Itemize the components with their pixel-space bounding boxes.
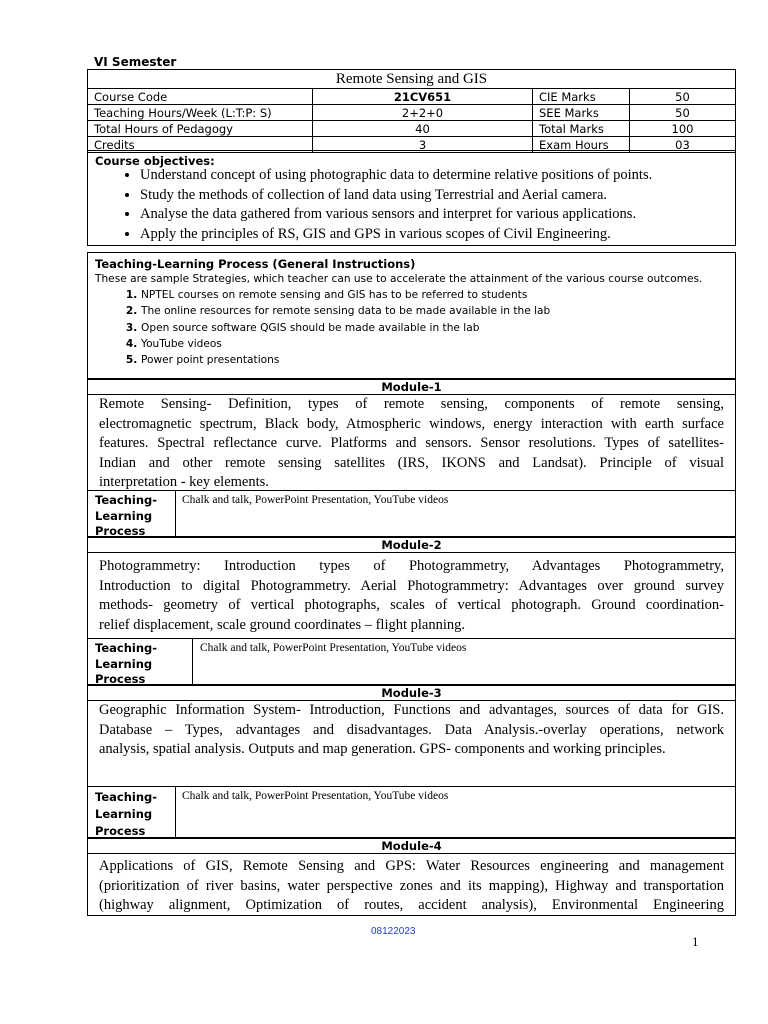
tlp-item: 2. The online resources for remote sensing data to be made available in the lab [141,303,550,319]
course-title-row [88,70,736,89]
column-divider [175,787,176,837]
objective-item: • Understand concept of using photographic data to determine relative positions of points. [140,166,652,186]
course-info-table [87,69,736,153]
column-divider [175,491,176,536]
course-objectives-section [87,150,736,246]
footer-code: 08122023 [371,926,416,937]
module-text-line: Applications of GIS, Remote Sensing and GPS: Water Resources engineering and management [99,858,724,874]
module-text-line: Database – Types, advantages and disadvantages. Data Analysis.-overlay operations, network [99,721,724,738]
course-code-value: 21CV651 [313,89,533,105]
tlp-heading: Teaching-Learning Process (General Instructions) [95,257,416,271]
tlp-item: 5. Power point presentations [141,352,550,368]
course-row-value2: 100 [630,121,736,137]
module-text-line: (highway alignment, Optimization of routes, accident analysis), Environmental Engineering [99,897,724,913]
module-4-title: Module-4 [87,838,736,854]
module-1-title: Module-1 [87,379,736,395]
module-text-line: Photogrammetry: Introduction types of Photogrammetry, Advantages Photogrammetry, [99,558,724,574]
course-row-label2: Exam Hours [533,137,630,153]
module-text-line: electromagnetic spectrum, Black body, Atmospheric windows, energy interaction with earth surface [99,415,724,432]
module-text-line: (prioritization of river basins, water perspective zones and its mapping), Highway and transportation [99,877,724,894]
course-row [88,121,736,137]
objectives-list [88,166,652,244]
module-text-line: relief displacement, scale ground coordinates – flight planning. [99,616,466,633]
tlp-item: 4. YouTube videos [141,336,550,352]
module-1-content [87,394,736,491]
tl-label: Teaching- Learning Process [95,493,158,538]
course-row [88,105,736,121]
module-text-line: Remote Sensing- Definition, types of remote sensing, components of remote sensing, [99,396,724,412]
module-text-line: Indian and other remote sensing satellites (IRS, IKONS and Landsat). Principle of visual [99,454,724,471]
module-2-teaching-process [87,638,736,685]
tlp-item: 1. NPTEL courses on remote sensing and GIS has to be referred to students [141,287,550,303]
module-text-line: Introduction to digital Photogrammetry. Aerial Photogrammetry: Advantages over ground survey [99,577,724,594]
course-row-value2: 03 [630,137,736,153]
tlp-intro: These are sample Strategies, which teacher can use to accelerate the attainment of the various course outcomes. [95,273,703,285]
course-row-label2: SEE Marks [533,105,630,121]
module-3-teaching-process [87,786,736,838]
tlp-item: 3. Open source software QGIS should be made available in the lab [141,320,550,336]
course-row-label: Credits [88,137,313,153]
course-row-value2: 50 [630,89,736,105]
course-row-label: Total Hours of Pedagogy [88,121,313,137]
objective-item: • Study the methods of collection of land data using Terrestrial and Aerial camera. [140,186,652,206]
tl-label: Teaching- Learning Process [95,790,158,838]
course-title: Remote Sensing and GIS [88,70,736,89]
module-2-content [87,552,736,639]
module-text-line: analysis, spatial analysis. Outputs and map generation. GPS- components and working principles. [99,741,666,757]
module-text-line: Geographic Information System- Introduction, Functions and advantages, sources of data for GIS. [99,702,724,718]
course-row-value: 3 [313,137,533,153]
tl-text: Chalk and talk, PowerPoint Presentation, YouTube videos [182,494,449,506]
tl-label: Teaching- Learning Process [95,641,158,686]
tlp-list [88,287,550,368]
course-row-value2: 50 [630,105,736,121]
page-number: 1 [692,934,699,949]
course-row [88,89,736,105]
objective-item: • Apply the principles of RS, GIS and GPS in various scopes of Civil Engineering. [140,225,652,245]
objective-item: • Analyse the data gathered from various sensors and interpret for various applications. [140,205,652,225]
module-3-content [87,700,736,787]
tl-text: Chalk and talk, PowerPoint Presentation, YouTube videos [200,642,467,654]
course-row-label2: CIE Marks [533,89,630,105]
course-row-label2: Total Marks [533,121,630,137]
module-text-line: interpretation - key elements. [99,474,269,490]
module-text-line: methods- geometry of vertical photographs, scales of vertical photograph. Ground coordination- [99,597,724,613]
course-row-value: 2+2+0 [313,105,533,121]
course-row-label: Teaching Hours/Week (L:T:P: S) [88,105,313,121]
column-divider [192,639,193,684]
course-row-label: Course Code [88,89,313,105]
tl-text: Chalk and talk, PowerPoint Presentation, YouTube videos [182,790,449,802]
course-row-value: 40 [313,121,533,137]
module-2-title: Module-2 [87,537,736,553]
semester-label: VI Semester [94,55,177,69]
teaching-learning-section [87,252,736,379]
module-4-content [87,853,736,916]
objectives-heading: Course objectives: [95,154,215,168]
module-3-title: Module-3 [87,685,736,701]
module-1-teaching-process [87,490,736,537]
module-text-line: features. Spectral reflectance curve. Platforms and sensors. Sensor resolutions. Types of satellites- [99,435,724,451]
